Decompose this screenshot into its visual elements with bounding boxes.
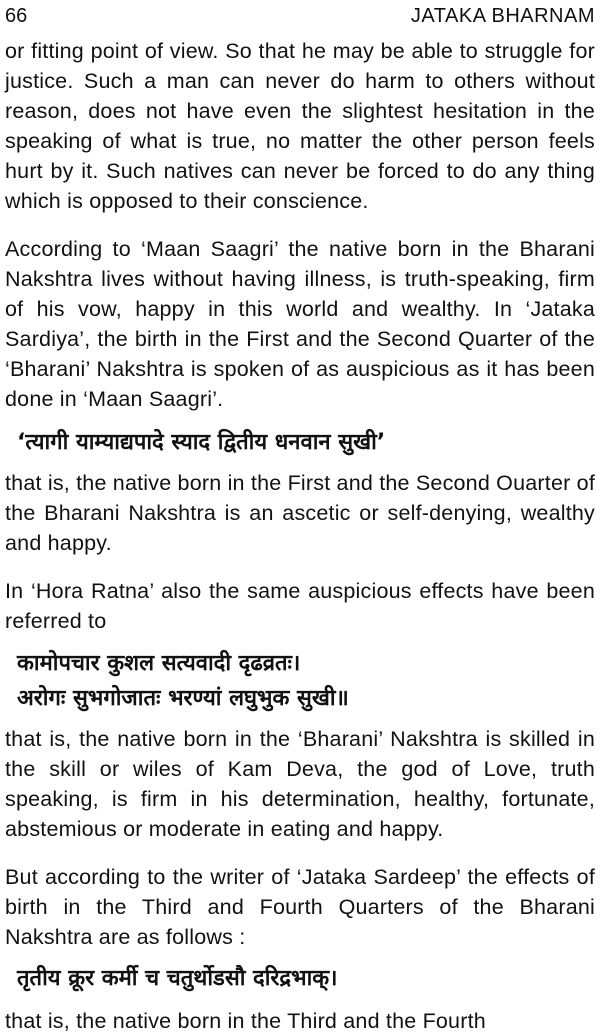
paragraph-5: that is, the native born in the ‘Bharani’ Nakshtra is skilled in the skill or wiles of Kam Deva, the god of Love, truth speaking, is firm in his determination, healthy, fortunate, abstemious or moderate in eating and happy.: [5, 727, 595, 841]
page-header: [5, 0, 595, 32]
sanskrit-verse-1: ‘त्यागी याम्याद्यपादे स्याद द्वितीय धनवान सुखी’: [17, 430, 386, 455]
paragraph-2: According to ‘Maan Saagri’ the native born in the Bharani Nakshtra lives without having illness, is truth-speaking, firm of his vow, happy in this world and wealthy. In ‘Jataka Sardiya’, the birth in the First and the Second Quarter of the ‘Bharani’ Nakshtra is spoken of as auspicious as it has been done in ‘Maan Saagri’.: [5, 237, 595, 411]
paragraph-6: But according to the writer of ‘Jataka Sardeep’ the effects of birth in the Third and Fourth Quarters of the Bharani Nakshtra are as follows :: [5, 865, 595, 949]
paragraph-1: or fitting point of view. So that he may be able to struggle for justice. Such a man can never do harm to others without reason, does not have even the slightest hesitation in the speaking of what is true, no matter the other person feels hurt by it. Such natives can never be forced to do any thing which is opposed to their conscience.: [5, 39, 595, 213]
sanskrit-verse-3: तृतीय क्रूर कर्मी च चतुर्थोडसौ दरिद्रभाक्।: [17, 966, 338, 991]
sanskrit-verse-2: [5, 646, 595, 716]
paragraph-4: In ‘Hora Ratna’ also the same auspicious effects have been referred to: [5, 579, 595, 633]
sanskrit-verse-2-line-1: कामोपचार कुशल सत्यवादी दृढव्रतः।: [17, 651, 301, 676]
page-number: 66: [5, 5, 28, 27]
document-page: [5, 0, 595, 1033]
sanskrit-verse-2-line-2: अरोगः सुभगोजातः भरण्यां लघुभुक सुखी॥: [17, 686, 349, 711]
paragraph-7: that is, the native born in the Third and the Fourth: [5, 1009, 486, 1033]
paragraph-3: that is, the native born in the First and the Second Ouarter of the Bharani Nakshtra is an ascetic or self-denying, wealthy and happy.: [5, 471, 595, 555]
running-title: JATAKA BHARNAM: [410, 5, 595, 27]
